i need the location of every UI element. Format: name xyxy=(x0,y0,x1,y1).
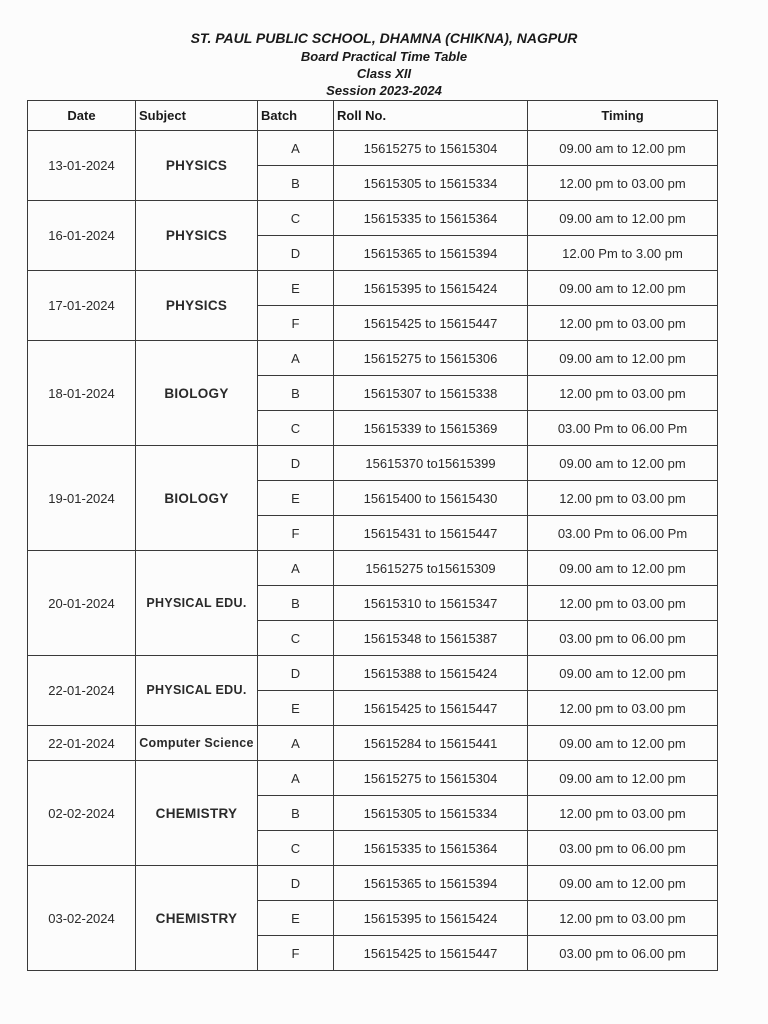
timing-cell: 09.00 am to 12.00 pm xyxy=(528,866,718,901)
timing-cell: 12.00 pm to 03.00 pm xyxy=(528,586,718,621)
timing-cell: 09.00 am to 12.00 pm xyxy=(528,271,718,306)
batch-cell: B xyxy=(258,376,334,411)
roll-number-cell: 15615305 to 15615334 xyxy=(334,796,528,831)
batch-cell: E xyxy=(258,271,334,306)
table-row xyxy=(28,446,718,481)
timing-cell: 03.00 Pm to 06.00 Pm xyxy=(528,516,718,551)
batch-cell: B xyxy=(258,586,334,621)
timing-cell: 09.00 am to 12.00 pm xyxy=(528,131,718,166)
roll-number-cell: 15615395 to 15615424 xyxy=(334,271,528,306)
batch-cell: E xyxy=(258,691,334,726)
table-row xyxy=(28,131,718,166)
date-cell: 18-01-2024 xyxy=(28,341,136,446)
table-row xyxy=(28,201,718,236)
table-row xyxy=(28,866,718,901)
document-title: Board Practical Time Table xyxy=(300,49,468,64)
table-row xyxy=(28,726,718,761)
timing-cell: 09.00 am to 12.00 pm xyxy=(528,551,718,586)
roll-number-cell: 15615275 to15615309 xyxy=(334,551,528,586)
roll-number-cell: 15615335 to 15615364 xyxy=(334,831,528,866)
session-label: Session 2023-2024 xyxy=(326,83,442,98)
roll-number-cell: 15615395 to 15615424 xyxy=(334,901,528,936)
date-cell: 17-01-2024 xyxy=(28,271,136,341)
roll-number-cell: 15615284 to 15615441 xyxy=(334,726,528,761)
batch-cell: E xyxy=(258,901,334,936)
timing-cell: 12.00 pm to 03.00 pm xyxy=(528,691,718,726)
date-cell: 20-01-2024 xyxy=(28,551,136,656)
header-row xyxy=(28,101,718,131)
date-cell: 03-02-2024 xyxy=(28,866,136,971)
batch-cell: C xyxy=(258,411,334,446)
subject-cell: PHYSICS xyxy=(136,271,258,341)
batch-cell: C xyxy=(258,201,334,236)
batch-cell: A xyxy=(258,131,334,166)
table-row xyxy=(28,656,718,691)
timing-cell: 12.00 Pm to 3.00 pm xyxy=(528,236,718,271)
timing-cell: 03.00 pm to 06.00 pm xyxy=(528,936,718,971)
subject-cell: PHYSICS xyxy=(136,131,258,201)
subject-cell: PHYSICAL EDU. xyxy=(136,551,258,656)
class-label: Class XII xyxy=(356,66,412,81)
batch-cell: A xyxy=(258,726,334,761)
roll-number-cell: 15615431 to 15615447 xyxy=(334,516,528,551)
subject-cell: PHYSICAL EDU. xyxy=(136,656,258,726)
roll-number-cell: 15615370 to15615399 xyxy=(334,446,528,481)
subject-cell: CHEMISTRY xyxy=(136,866,258,971)
batch-cell: B xyxy=(258,166,334,201)
roll-number-cell: 15615275 to 15615306 xyxy=(334,341,528,376)
date-cell: 19-01-2024 xyxy=(28,446,136,551)
batch-cell: A xyxy=(258,761,334,796)
timing-cell: 03.00 pm to 06.00 pm xyxy=(528,831,718,866)
table-row xyxy=(28,551,718,586)
batch-cell: E xyxy=(258,481,334,516)
subject-cell: Computer Science xyxy=(136,726,258,761)
timing-cell: 09.00 am to 12.00 pm xyxy=(528,446,718,481)
column-header-timing: Timing xyxy=(528,101,718,131)
batch-cell: F xyxy=(258,516,334,551)
roll-number-cell: 15615339 to 15615369 xyxy=(334,411,528,446)
batch-cell: F xyxy=(258,936,334,971)
roll-number-cell: 15615275 to 15615304 xyxy=(334,761,528,796)
roll-number-cell: 15615425 to 15615447 xyxy=(334,691,528,726)
date-cell: 16-01-2024 xyxy=(28,201,136,271)
timing-cell: 12.00 pm to 03.00 pm xyxy=(528,376,718,411)
timing-cell: 03.00 Pm to 06.00 Pm xyxy=(528,411,718,446)
batch-cell: C xyxy=(258,831,334,866)
column-header-date: Date xyxy=(28,101,136,131)
batch-cell: A xyxy=(258,341,334,376)
batch-cell: D xyxy=(258,446,334,481)
table-row xyxy=(28,761,718,796)
table-row xyxy=(28,271,718,306)
batch-cell: C xyxy=(258,621,334,656)
timing-cell: 12.00 pm to 03.00 pm xyxy=(528,901,718,936)
column-header-roll: Roll No. xyxy=(334,101,528,131)
timing-cell: 12.00 pm to 03.00 pm xyxy=(528,481,718,516)
school-name: ST. PAUL PUBLIC SCHOOL, DHAMNA (CHIKNA), NAGPUR xyxy=(190,30,578,46)
table-row xyxy=(28,341,718,376)
roll-number-cell: 15615425 to 15615447 xyxy=(334,306,528,341)
column-header-batch: Batch xyxy=(258,101,334,131)
date-cell: 22-01-2024 xyxy=(28,656,136,726)
roll-number-cell: 15615307 to 15615338 xyxy=(334,376,528,411)
subject-cell: BIOLOGY xyxy=(136,446,258,551)
timing-cell: 09.00 am to 12.00 pm xyxy=(528,726,718,761)
roll-number-cell: 15615335 to 15615364 xyxy=(334,201,528,236)
date-cell: 22-01-2024 xyxy=(28,726,136,761)
roll-number-cell: 15615365 to 15615394 xyxy=(334,866,528,901)
batch-cell: F xyxy=(258,306,334,341)
roll-number-cell: 15615425 to 15615447 xyxy=(334,936,528,971)
subject-cell: CHEMISTRY xyxy=(136,761,258,866)
roll-number-cell: 15615388 to 15615424 xyxy=(334,656,528,691)
roll-number-cell: 15615275 to 15615304 xyxy=(334,131,528,166)
timetable-body xyxy=(28,131,718,971)
timing-cell: 03.00 pm to 06.00 pm xyxy=(528,621,718,656)
roll-number-cell: 15615310 to 15615347 xyxy=(334,586,528,621)
timing-cell: 12.00 pm to 03.00 pm xyxy=(528,166,718,201)
roll-number-cell: 15615400 to 15615430 xyxy=(334,481,528,516)
batch-cell: D xyxy=(258,236,334,271)
batch-cell: A xyxy=(258,551,334,586)
batch-cell: B xyxy=(258,796,334,831)
timing-cell: 09.00 am to 12.00 pm xyxy=(528,201,718,236)
batch-cell: D xyxy=(258,656,334,691)
column-header-subject: Subject xyxy=(136,101,258,131)
date-cell: 13-01-2024 xyxy=(28,131,136,201)
batch-cell: D xyxy=(258,866,334,901)
roll-number-cell: 15615365 to 15615394 xyxy=(334,236,528,271)
timing-cell: 12.00 pm to 03.00 pm xyxy=(528,306,718,341)
subject-cell: PHYSICS xyxy=(136,201,258,271)
timetable xyxy=(27,100,718,971)
subject-cell: BIOLOGY xyxy=(136,341,258,446)
roll-number-cell: 15615305 to 15615334 xyxy=(334,166,528,201)
timing-cell: 09.00 am to 12.00 pm xyxy=(528,341,718,376)
timing-cell: 12.00 pm to 03.00 pm xyxy=(528,796,718,831)
date-cell: 02-02-2024 xyxy=(28,761,136,866)
timing-cell: 09.00 am to 12.00 pm xyxy=(528,656,718,691)
timing-cell: 09.00 am to 12.00 pm xyxy=(528,761,718,796)
roll-number-cell: 15615348 to 15615387 xyxy=(334,621,528,656)
